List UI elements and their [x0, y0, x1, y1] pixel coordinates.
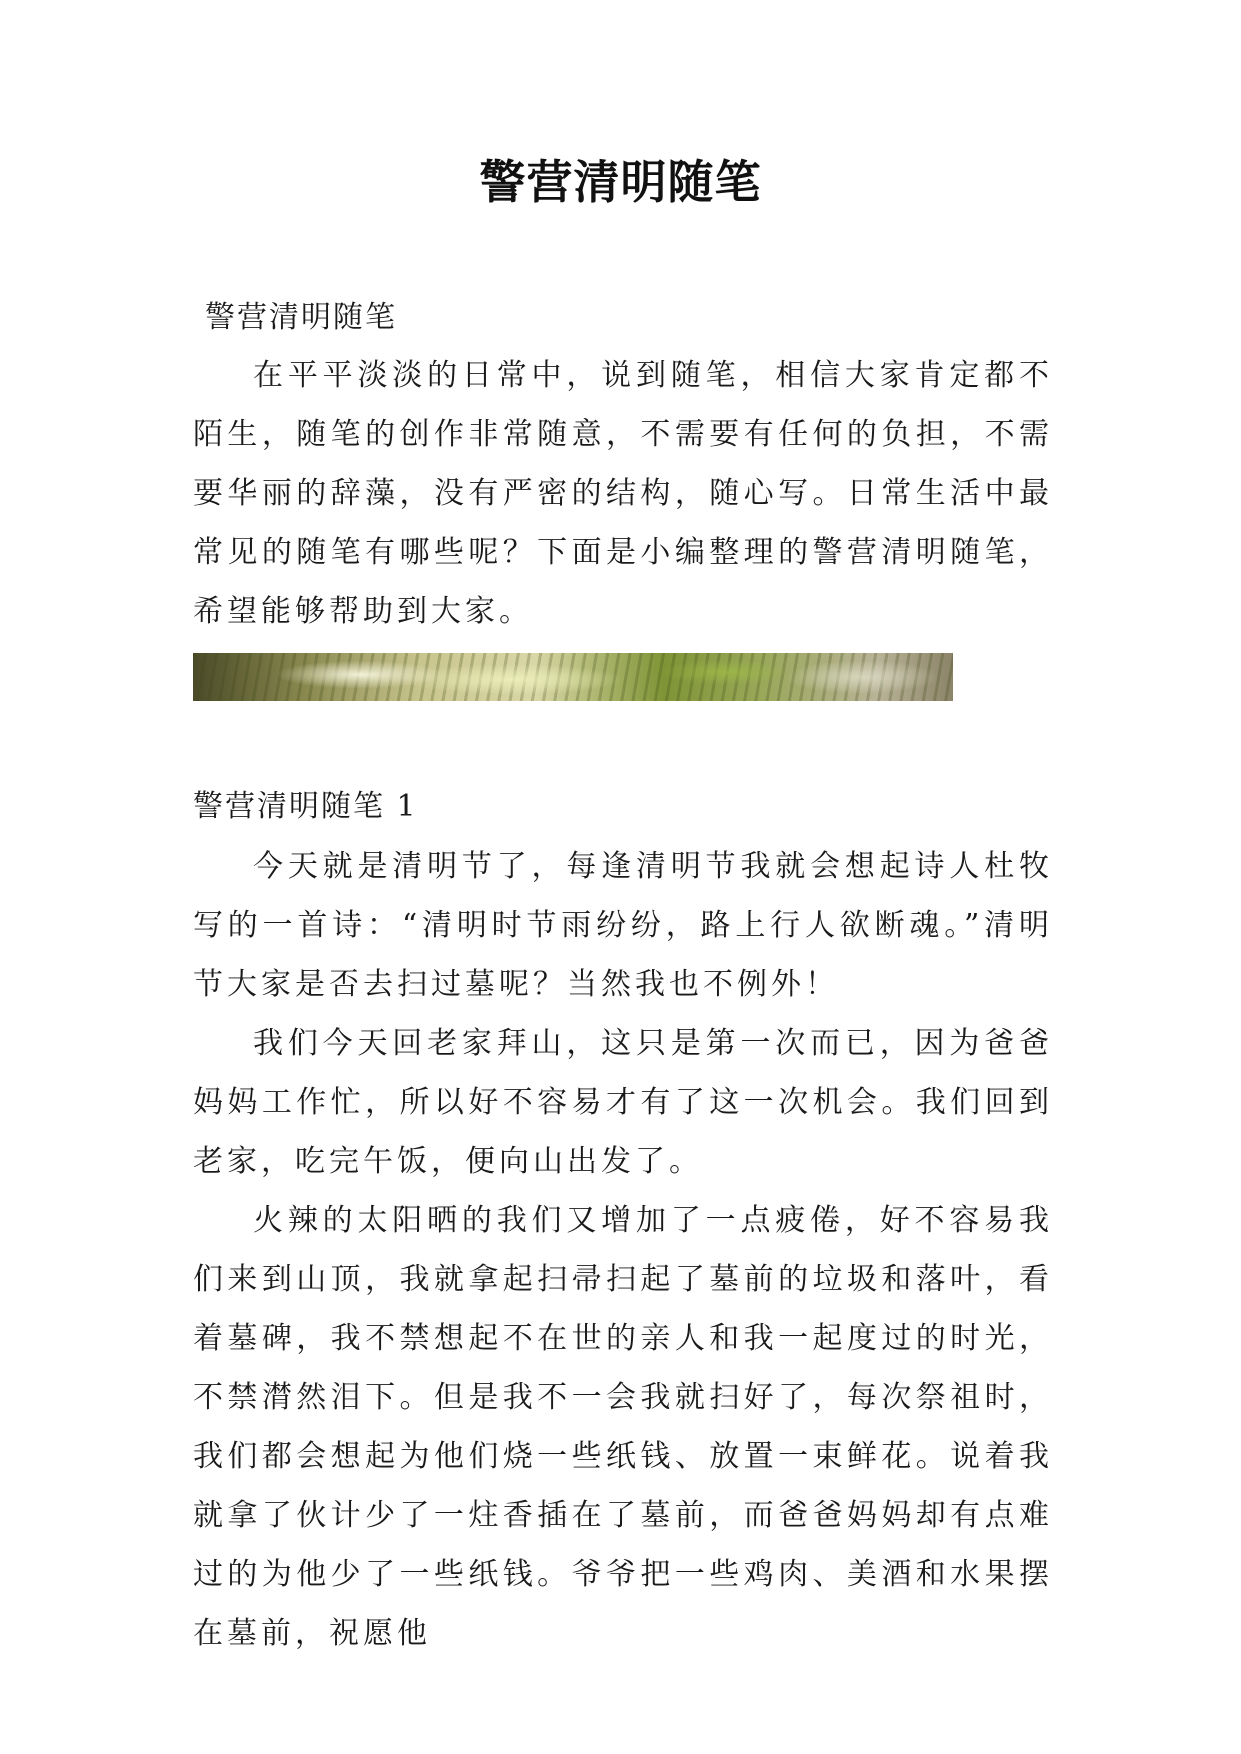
body-paragraph: 今天就是清明节了，每逢清明节我就会想起诗人杜牧写的一首诗：“清明时节雨纷纷，路上行人欲断魂。”清明节大家是否去扫过墓呢？当然我也不例外！ [193, 849, 1053, 1002]
document-title: 警营清明随笔 [479, 155, 762, 209]
decorative-banner-image [193, 653, 953, 701]
intro-paragraph: 在平平淡淡的日常中，说到随笔，相信大家肯定都不陌生，随笔的创作非常随意，不需要有任何的负担，不需要华丽的辞藻，没有严密的结构，随心写。日常生活中最常见的随笔有哪些呢？下面是小编整理的警营清明随笔，希望能够帮助到大家。 [193, 358, 1053, 629]
body-paragraph: 火辣的太阳晒的我们又增加了一点疲倦，好不容易我们来到山顶，我就拿起扫帚扫起了墓前的垃圾和落叶，看着墓碑，我不禁想起不在世的亲人和我一起度过的时光，不禁潸然泪下。但是我不一会我就扫好了，每次祭祖时，我们都会想起为他们烧一些纸钱、放置一束鲜花。说着我就拿了伙计少了一炷香插在了墓前，而爸爸妈妈却有点难过的为他少了一些纸钱。爷爷把一些鸡肉、美酒和水果摆在墓前，祝愿他 [193, 1203, 1053, 1651]
section-heading: 警营清明随笔 1 [193, 789, 418, 824]
document-subtitle: 警营清明随笔 [205, 300, 397, 335]
document-body [193, 290, 1053, 1663]
body-paragraph: 我们今天回老家拜山，这只是第一次而已，因为爸爸妈妈工作忙，所以好不容易才有了这一次机会。我们回到老家，吃完午饭，便向山出发了。 [193, 1026, 1053, 1179]
